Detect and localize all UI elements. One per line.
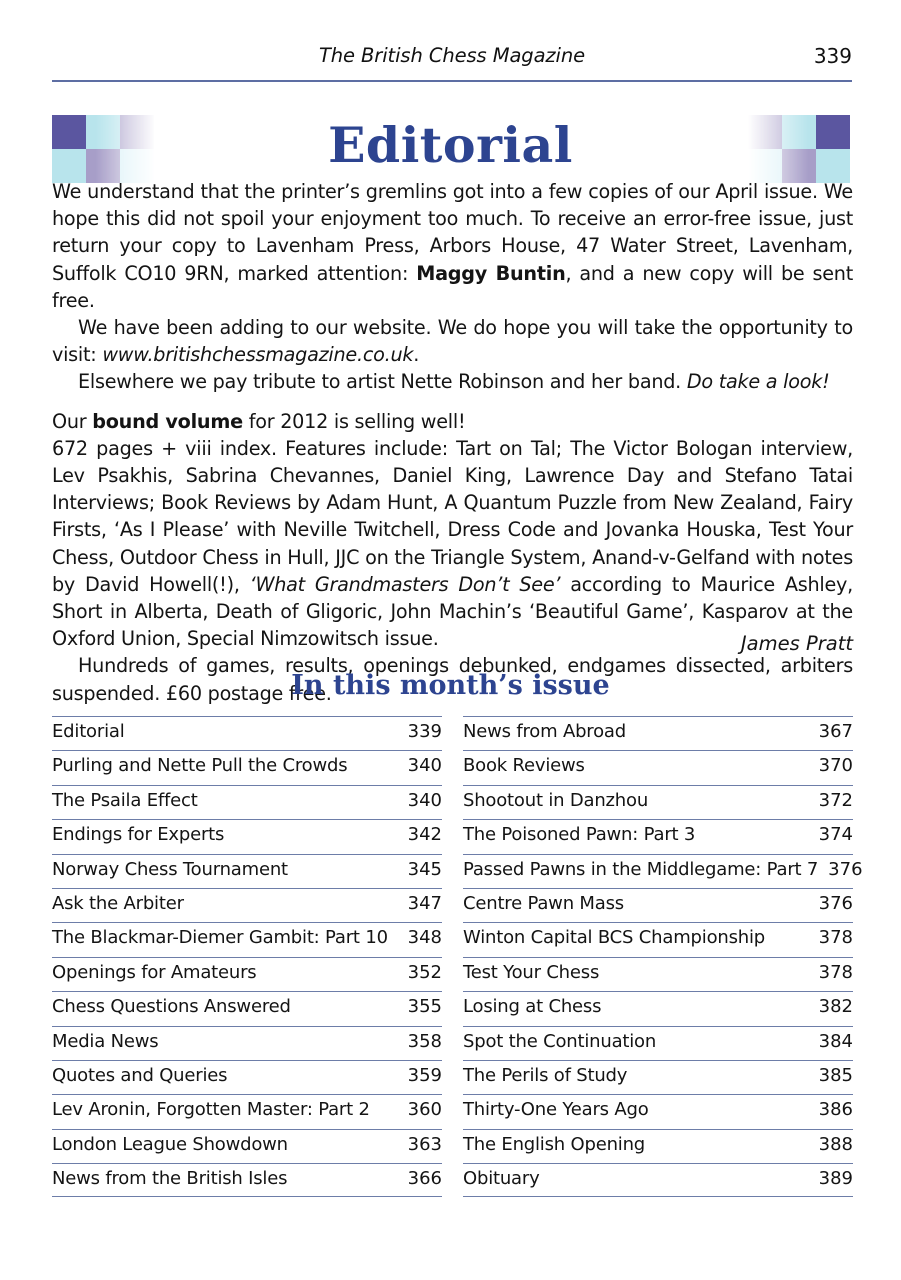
toc-entry-page: 372 (818, 789, 853, 811)
toc-entry-page: 385 (818, 1064, 853, 1086)
toc-row[interactable] (52, 991, 442, 1025)
toc-entry-label: Chess Questions Answered (52, 996, 291, 1018)
toc-row[interactable] (463, 1094, 853, 1128)
toc-entry-label: Spot the Continuation (463, 1030, 657, 1052)
toc-entry-label: Lev Aronin, Forgotten Master: Part 2 (52, 1099, 370, 1121)
toc-entry-page: 348 (407, 927, 442, 949)
paragraph-5-text-b: according to Maurice Ashley, Short in Alberta, Death of Gligoric, John Machin’s ‘Beautiful Game’, Kasparov at the Oxford Union, Special Nimzowitsch issue. (52, 572, 854, 651)
toc-row[interactable] (52, 854, 442, 888)
toc-entry-page: 363 (407, 1133, 442, 1155)
toc-row[interactable] (463, 957, 853, 991)
toc-entry-label: News from the British Isles (52, 1168, 288, 1190)
toc-entry-label: Norway Chess Tournament (52, 858, 288, 880)
paragraph-2-text-b: . (413, 343, 420, 367)
article-body (52, 178, 853, 707)
toc-row[interactable] (52, 1060, 442, 1094)
toc-entry-label: Endings for Experts (52, 824, 225, 846)
toc-row[interactable] (52, 1026, 442, 1060)
paragraph-5-text-a: 672 pages + viii index. Features include: Tart on Tal; The Victor Bologan interview, Lev Psakhis, Sabrina Chevannes, Daniel King, Lawrence Day and Stefano Tatai Interviews; Book Reviews by Adam Hunt, A Quantum Puzzle from New Zealand, Fairy Firsts, ‘As I Please’ with Neville Twitchell, Dress Code and Jovanka Houska, Test Your Chess, Outdoor Chess in Hull, JJC on the Triangle System, Anand-v-Gelfand with notes by David Howell(!), (52, 436, 853, 596)
toc-entry-label: News from Abroad (463, 721, 626, 742)
paragraph-2-text-a: We have been adding to our website. We do hope you will take the opportunity to visit: (52, 316, 853, 367)
toc-entry-label: Purling and Nette Pull the Crowds (52, 755, 348, 777)
paragraph-5-features (52, 435, 853, 653)
paragraph-3-text-a: Elsewhere we pay tribute to artist Nette Robinson and her band. (78, 370, 687, 394)
paragraph-1-text-b: , and a new copy will be sent free. (52, 261, 853, 312)
paragraph-4-text-b: for 2012 is selling well! (242, 409, 466, 433)
toc-row[interactable] (463, 991, 853, 1025)
toc-entry-page: 340 (407, 789, 442, 811)
toc-row[interactable] (52, 1163, 442, 1197)
paragraph-4-bound-volume (52, 408, 853, 435)
toc-row[interactable] (463, 1129, 853, 1163)
toc-entry-page: 342 (407, 824, 442, 846)
toc-entry-label: London League Showdown (52, 1133, 288, 1155)
paragraph-3-italic: Do take a look! (686, 370, 830, 394)
toc-entry-label: The Poisoned Pawn: Part 3 (463, 824, 696, 846)
paragraph-6: Hundreds of games, results, openings debunked, endgames dissected, arbiters suspended. £60 postage free. (52, 654, 853, 705)
toc-column-right (463, 716, 863, 1197)
toc-entry-page: 339 (407, 721, 442, 742)
article-title: Editorial (328, 116, 573, 174)
toc-row[interactable] (463, 1163, 853, 1197)
running-head (52, 44, 852, 74)
paragraph-1-text-a: We understand that the printer’s gremlins got into a few copies of our April issue. We hope this did not spoil your enjoyment too much. To receive an error-free issue, just return your copy to Lavenham Press, Arbors House, 47 Water Street, Lavenham, Suffolk CO10 9RN, marked attention: (52, 180, 853, 285)
author-signature: James Pratt (740, 632, 853, 655)
header-rule (52, 80, 852, 82)
toc-entry-page: 382 (818, 996, 853, 1018)
toc-entry-label: Winton Capital BCS Championship (463, 927, 765, 949)
toc-entry-page: 355 (407, 996, 442, 1018)
toc-row[interactable] (463, 1026, 853, 1060)
toc-entry-label: Ask the Arbiter (52, 892, 184, 914)
toc-row[interactable] (52, 888, 442, 922)
table-of-contents (52, 716, 863, 1197)
toc-row[interactable] (463, 750, 853, 784)
toc-entry-page: 345 (407, 858, 442, 880)
toc-entry-page: 388 (818, 1133, 853, 1155)
toc-row[interactable] (52, 785, 442, 819)
toc-entry-label: The Perils of Study (463, 1064, 628, 1086)
toc-row[interactable] (463, 785, 853, 819)
toc-row[interactable] (52, 750, 442, 784)
toc-entry-page: 378 (818, 927, 853, 949)
paragraph-2 (52, 314, 853, 368)
toc-row[interactable] (463, 888, 853, 922)
paragraph-5-italic-title: ‘What Grandmasters Don’t See’ (249, 572, 561, 596)
toc-heading: In this month’s issue (291, 670, 610, 701)
toc-entry-label: Losing at Chess (463, 996, 602, 1018)
toc-row[interactable] (52, 716, 442, 750)
toc-entry-page: 376 (828, 858, 863, 880)
toc-entry-label: The Psaila Effect (52, 789, 198, 811)
toc-entry-page: 389 (818, 1168, 853, 1190)
toc-entry-label: Passed Pawns in the Middlegame: Part 7 (463, 858, 819, 880)
toc-row[interactable] (463, 716, 853, 750)
toc-row[interactable] (463, 819, 853, 853)
toc-row[interactable] (52, 1094, 442, 1128)
toc-entry-label: Media News (52, 1030, 159, 1052)
toc-entry-label: Editorial (52, 721, 125, 742)
toc-row[interactable] (52, 819, 442, 853)
toc-column-left (52, 716, 442, 1197)
toc-entry-page: 378 (818, 961, 853, 983)
toc-entry-page: 376 (818, 892, 853, 914)
toc-row[interactable] (463, 922, 853, 956)
website-url: www.britishchessmagazine.co.uk (102, 343, 414, 367)
toc-entry-page: 374 (818, 824, 853, 846)
toc-entry-label: Centre Pawn Mass (463, 892, 624, 914)
toc-entry-page: 384 (818, 1030, 853, 1052)
toc-entry-label: Shootout in Danzhou (463, 789, 649, 811)
toc-entry-label: Thirty-One Years Ago (463, 1099, 649, 1121)
toc-entry-label: Obituary (463, 1168, 540, 1190)
toc-entry-label: Book Reviews (463, 755, 585, 777)
toc-entry-label: The Blackmar-Diemer Gambit: Part 10 (52, 927, 388, 949)
toc-row[interactable] (52, 957, 442, 991)
toc-entry-page: 370 (818, 755, 853, 777)
toc-entry-page: 347 (407, 892, 442, 914)
bound-volume-bold: bound volume (92, 409, 243, 433)
toc-entry-label: Test Your Chess (463, 961, 600, 983)
page-folio: 339 (813, 44, 852, 68)
paragraph-4-text-a: Our (52, 409, 93, 433)
toc-row[interactable] (52, 922, 442, 956)
toc-entry-label: Openings for Amateurs (52, 961, 257, 983)
toc-entry-page: 366 (407, 1168, 442, 1190)
toc-row[interactable] (52, 1129, 442, 1163)
toc-entry-page: 359 (407, 1064, 442, 1086)
running-head-title: The British Chess Magazine (318, 44, 586, 67)
toc-entry-page: 367 (818, 721, 853, 742)
toc-entry-label: The English Opening (463, 1133, 646, 1155)
toc-row[interactable] (463, 1060, 853, 1094)
toc-row[interactable] (463, 854, 863, 888)
paragraph-3 (52, 368, 853, 395)
toc-entry-page: 358 (407, 1030, 442, 1052)
toc-entry-page: 360 (407, 1099, 442, 1121)
toc-entry-label: Quotes and Queries (52, 1064, 228, 1086)
paragraph-1-bold-name: Maggy Buntin (416, 261, 566, 285)
toc-entry-page: 352 (407, 961, 442, 983)
paragraph-1 (52, 178, 853, 314)
toc-entry-page: 386 (818, 1099, 853, 1121)
toc-entry-page: 340 (407, 755, 442, 777)
